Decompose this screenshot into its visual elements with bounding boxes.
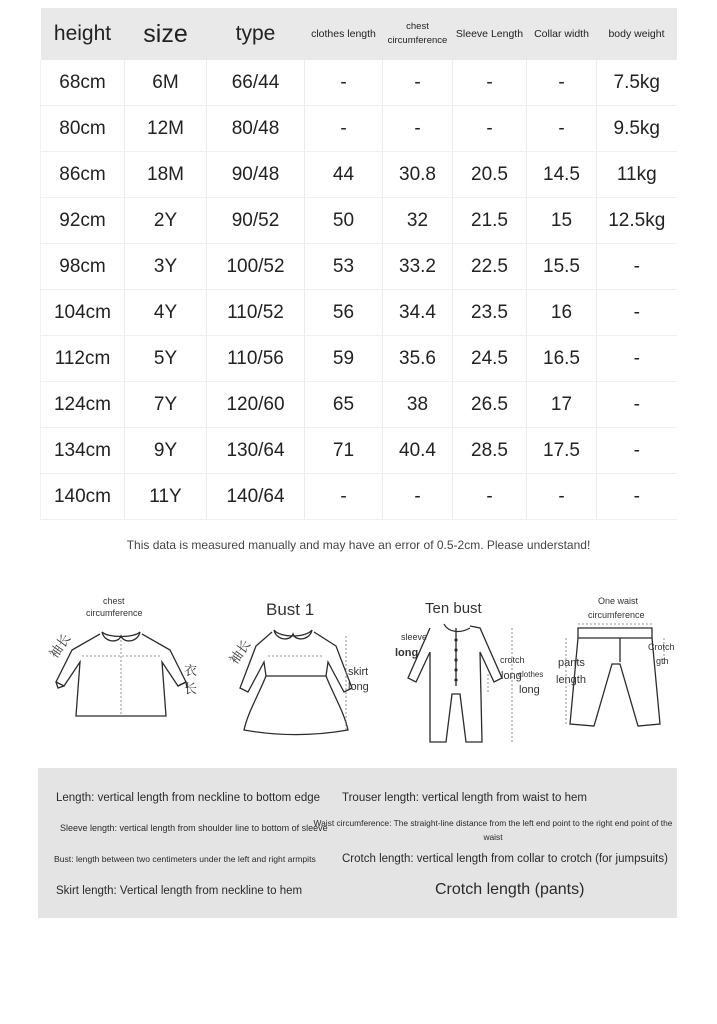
table-cell: 28.5 bbox=[453, 428, 527, 474]
top-length-label-2: 长 bbox=[184, 682, 198, 697]
jumpsuit-crotch-label: crotch bbox=[500, 655, 525, 665]
header-clothes-length: clothes length bbox=[305, 8, 383, 60]
table-cell: 21.5 bbox=[453, 198, 527, 244]
table-cell: 50 bbox=[305, 198, 383, 244]
table-cell: 15.5 bbox=[527, 244, 597, 290]
table-cell: 17 bbox=[527, 382, 597, 428]
table-cell: 98cm bbox=[41, 244, 125, 290]
table-cell: - bbox=[305, 106, 383, 152]
definitions-panel bbox=[38, 768, 677, 918]
table-row bbox=[41, 60, 677, 106]
header-collar-width: Collar width bbox=[527, 8, 597, 60]
table-cell: 90/52 bbox=[207, 198, 305, 244]
table-cell: - bbox=[453, 474, 527, 520]
table-cell: 134cm bbox=[41, 428, 125, 474]
table-cell: 140cm bbox=[41, 474, 125, 520]
def-sleeve: Sleeve length: vertical length from shoulder line to bottom of sleeve bbox=[60, 823, 328, 833]
table-cell: 110/56 bbox=[207, 336, 305, 382]
table-cell: 66/44 bbox=[207, 60, 305, 106]
table-cell: 40.4 bbox=[383, 428, 453, 474]
def-waist: Waist circumference: The straight-line distance from the left end point to the right end point of the waist bbox=[313, 818, 673, 842]
pants-one-waist-label: One waist bbox=[598, 596, 639, 606]
table-cell: 86cm bbox=[41, 152, 125, 198]
table-cell: - bbox=[597, 382, 677, 428]
table-cell: - bbox=[305, 474, 383, 520]
jumpsuit-sleeve-label: sleeve bbox=[401, 632, 428, 642]
table-cell: 24.5 bbox=[453, 336, 527, 382]
table-cell: 7Y bbox=[125, 382, 207, 428]
table-cell: 16 bbox=[527, 290, 597, 336]
header-sleeve-length: Sleeve Length bbox=[453, 8, 527, 60]
pants-pants-label: pants bbox=[558, 657, 585, 669]
table-cell: 17.5 bbox=[527, 428, 597, 474]
table-cell: 9Y bbox=[125, 428, 207, 474]
table-cell: 18M bbox=[125, 152, 207, 198]
table-header-row bbox=[41, 8, 677, 60]
table-cell: 104cm bbox=[41, 290, 125, 336]
pants-circumference-label: circumference bbox=[588, 610, 645, 620]
table-cell: - bbox=[453, 60, 527, 106]
def-length: Length: vertical length from neckline to bottom edge bbox=[56, 792, 321, 804]
table-cell: 22.5 bbox=[453, 244, 527, 290]
table-cell: 5Y bbox=[125, 336, 207, 382]
table-cell: - bbox=[597, 290, 677, 336]
table-row bbox=[41, 428, 677, 474]
def-skirt: Skirt length: Vertical length from neckline to hem bbox=[56, 885, 303, 897]
table-cell: 120/60 bbox=[207, 382, 305, 428]
jumpsuit-long-label-2: long bbox=[501, 670, 522, 682]
table-cell: 68cm bbox=[41, 60, 125, 106]
table-cell: 34.4 bbox=[383, 290, 453, 336]
pants-gth-label: gth bbox=[656, 656, 669, 666]
table-cell: 16.5 bbox=[527, 336, 597, 382]
table-row bbox=[41, 152, 677, 198]
jumpsuit-long-label: long bbox=[395, 647, 419, 659]
table-cell: 130/64 bbox=[207, 428, 305, 474]
pants-crotch-label: Crotch bbox=[648, 642, 675, 652]
table-row bbox=[41, 198, 677, 244]
table-cell: 35.6 bbox=[383, 336, 453, 382]
table-cell: 3Y bbox=[125, 244, 207, 290]
top-sleeve-label: 袖长 bbox=[47, 631, 75, 662]
header-chest-circumference: chest circumference bbox=[383, 8, 453, 60]
table-cell: - bbox=[527, 60, 597, 106]
table-cell: - bbox=[383, 474, 453, 520]
table-cell: 80cm bbox=[41, 106, 125, 152]
table-cell: 26.5 bbox=[453, 382, 527, 428]
table-row bbox=[41, 244, 677, 290]
table-cell: 56 bbox=[305, 290, 383, 336]
table-cell: - bbox=[383, 60, 453, 106]
header-size: size bbox=[125, 8, 207, 60]
table-row bbox=[41, 474, 677, 520]
size-chart-table bbox=[40, 8, 677, 520]
table-cell: 11Y bbox=[125, 474, 207, 520]
table-cell: 23.5 bbox=[453, 290, 527, 336]
measurement-note: This data is measured manually and may have an error of 0.5-2cm. Please understand! bbox=[126, 538, 591, 552]
def-trouser: Trouser length: vertical length from waist to hem bbox=[342, 792, 588, 804]
table-cell: - bbox=[597, 336, 677, 382]
table-cell: 9.5kg bbox=[597, 106, 677, 152]
table-row bbox=[41, 290, 677, 336]
table-cell: - bbox=[597, 244, 677, 290]
table-cell: - bbox=[597, 428, 677, 474]
table-cell: 30.8 bbox=[383, 152, 453, 198]
table-cell: 12.5kg bbox=[597, 198, 677, 244]
table-cell: - bbox=[597, 474, 677, 520]
dress-illustration bbox=[228, 612, 368, 737]
table-cell: 71 bbox=[305, 428, 383, 474]
table-cell: 59 bbox=[305, 336, 383, 382]
table-cell: 33.2 bbox=[383, 244, 453, 290]
table-cell: 6M bbox=[125, 60, 207, 106]
top-circumference-label: circumference bbox=[86, 608, 143, 618]
table-cell: 12M bbox=[125, 106, 207, 152]
dress-skirt-label: skirt bbox=[348, 666, 369, 678]
table-cell: 100/52 bbox=[207, 244, 305, 290]
jumpsuit-long-label-3: long bbox=[519, 684, 540, 696]
table-cell: 53 bbox=[305, 244, 383, 290]
table-cell: 110/52 bbox=[207, 290, 305, 336]
table-cell: - bbox=[527, 474, 597, 520]
table-cell: 14.5 bbox=[527, 152, 597, 198]
dress-bust-label: Bust 1 bbox=[266, 600, 315, 619]
table-row bbox=[41, 106, 677, 152]
header-body-weight: body weight bbox=[597, 8, 677, 60]
table-cell: 90/48 bbox=[207, 152, 305, 198]
table-cell: 7.5kg bbox=[597, 60, 677, 106]
jumpsuit-clothes-label: clothes bbox=[518, 670, 544, 679]
jumpsuit-ten-bust-label: Ten bust bbox=[425, 600, 482, 617]
pants-length-label: length bbox=[556, 674, 586, 686]
table-cell: 140/64 bbox=[207, 474, 305, 520]
table-row bbox=[41, 382, 677, 428]
top-length-label-1: 衣 bbox=[184, 664, 198, 679]
def-bust: Bust: length between two centimeters under the left and right armpits bbox=[54, 854, 316, 864]
table-cell: 4Y bbox=[125, 290, 207, 336]
table-cell: 44 bbox=[305, 152, 383, 198]
table-cell: - bbox=[383, 106, 453, 152]
table-cell: 11kg bbox=[597, 152, 677, 198]
table-cell: 32 bbox=[383, 198, 453, 244]
table-cell: 80/48 bbox=[207, 106, 305, 152]
header-height: height bbox=[41, 8, 125, 60]
table-cell: 124cm bbox=[41, 382, 125, 428]
table-cell: 92cm bbox=[41, 198, 125, 244]
table-cell: - bbox=[453, 106, 527, 152]
dress-sleeve-label: 袖长 bbox=[227, 637, 255, 668]
table-cell: 38 bbox=[383, 382, 453, 428]
table-cell: 112cm bbox=[41, 336, 125, 382]
table-row bbox=[41, 336, 677, 382]
top-chest-label: chest bbox=[103, 596, 125, 606]
table-cell: 15 bbox=[527, 198, 597, 244]
table-cell: 65 bbox=[305, 382, 383, 428]
table-cell: - bbox=[305, 60, 383, 106]
header-type: type bbox=[207, 8, 305, 60]
table-cell: - bbox=[527, 106, 597, 152]
def-crotch: Crotch length: vertical length from collar to crotch (for jumpsuits) bbox=[342, 853, 668, 865]
table-cell: 2Y bbox=[125, 198, 207, 244]
table-cell: 20.5 bbox=[453, 152, 527, 198]
dress-long-label: long bbox=[348, 681, 369, 693]
def-crotch-pants: Crotch length (pants) bbox=[435, 881, 585, 898]
